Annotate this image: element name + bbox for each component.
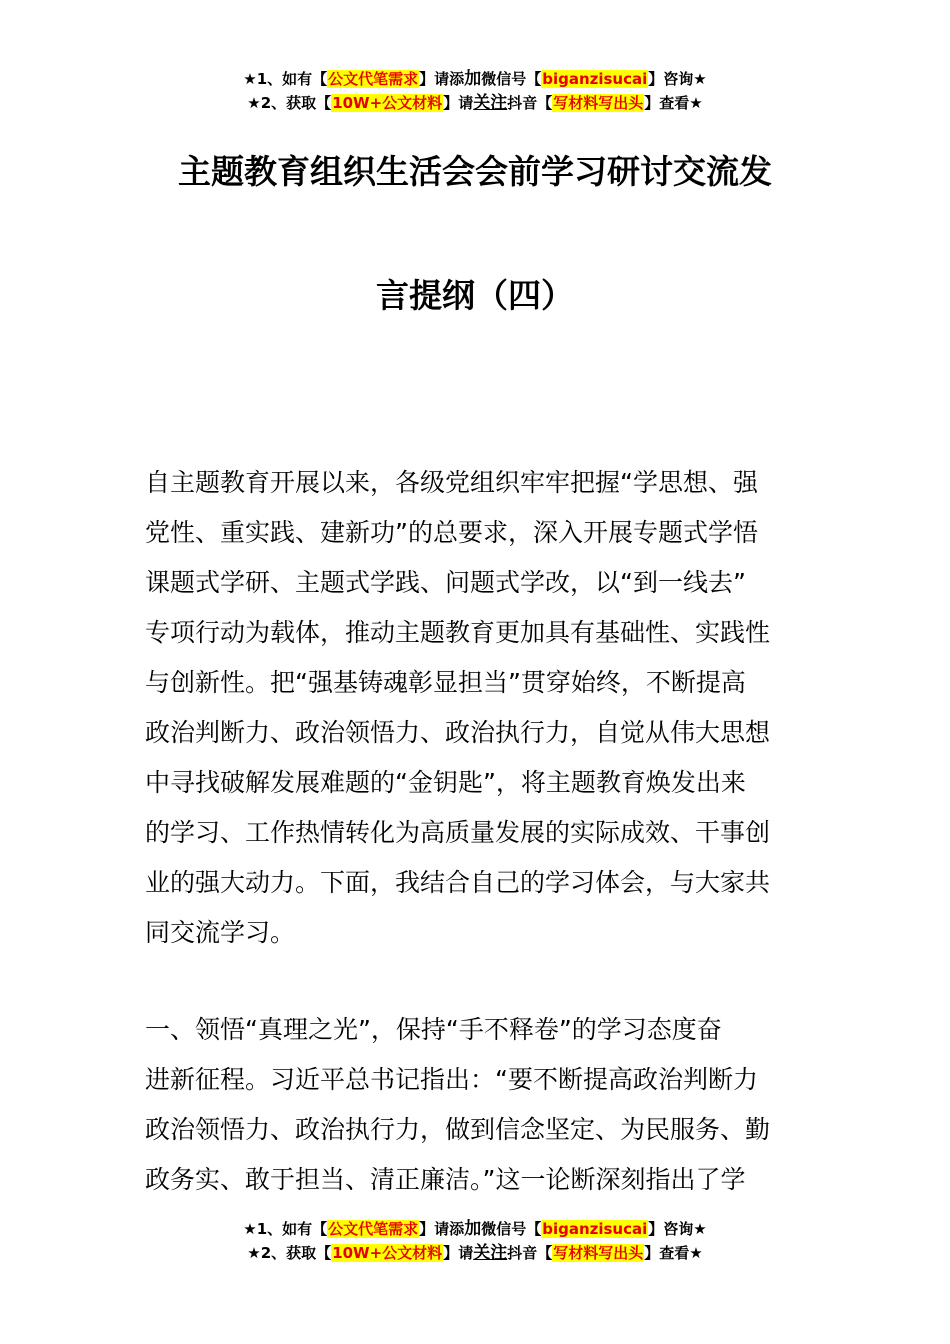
text-line: 的学习、工作热情转化为高质量发展的实际成效、干事创 bbox=[145, 818, 771, 847]
banner-highlight: 10W+公文材料 bbox=[332, 1244, 443, 1262]
text-line: 自主题教育开展以来，各级党组织牢牢把握“学思想、强 bbox=[145, 468, 758, 497]
footer-banner bbox=[0, 1217, 950, 1265]
text-line: 业的强大动力。下面，我结合自己的学习体会，与大家共 bbox=[145, 868, 771, 897]
text-line: 与创新性。把“强基铸魂彰显担当”贯穿始终，不断提高 bbox=[145, 668, 746, 697]
text-line: 同交流学习。 bbox=[145, 918, 296, 947]
banner-highlight: 公文代笔需求 bbox=[328, 70, 419, 88]
banner-line-1: ★1、如有【公文代笔需求】请添加微信号【biganzisucai】咨询★ bbox=[243, 1219, 707, 1239]
header-banner bbox=[0, 67, 950, 115]
text-line: 政治领悟力、政治执行力，做到信念坚定、为民服务、勤 bbox=[145, 1115, 771, 1144]
document-title-line-1: 主题教育组织生活会会前学习研讨交流发 bbox=[178, 152, 772, 191]
document-title-line-2: 言提纲（四） bbox=[376, 276, 574, 315]
banner-douyin-account: 写材料写出头 bbox=[553, 1244, 644, 1262]
banner-wechat-id: biganzisucai bbox=[542, 70, 648, 88]
banner-highlight: 公文代笔需求 bbox=[328, 1220, 419, 1238]
body-paragraph-2 bbox=[145, 1005, 807, 1205]
text-line: 专项行动为载体，推动主题教育更加具有基础性、实践性 bbox=[145, 618, 771, 647]
banner-line-2: ★2、获取【10W+公文材料】请关注抖音【写材料写出头】查看★ bbox=[247, 1243, 703, 1263]
text-line: 进新征程。习近平总书记指出：“要不断提高政治判断力 bbox=[145, 1065, 758, 1094]
text-line: 政务实、敢于担当、清正廉洁。”这一论断深刻指出了学 bbox=[145, 1165, 746, 1194]
text-line: 中寻找破解发展难题的“金钥匙”，将主题教育焕发出来 bbox=[145, 768, 746, 797]
banner-wechat-id: biganzisucai bbox=[542, 1220, 648, 1238]
banner-line-2: ★2、获取【10W+公文材料】请关注抖音【写材料写出头】查看★ bbox=[247, 93, 703, 113]
banner-douyin-account: 写材料写出头 bbox=[553, 94, 644, 112]
banner-highlight: 10W+公文材料 bbox=[332, 94, 443, 112]
text-line: 一、领悟“真理之光”，保持“手不释卷”的学习态度奋 bbox=[145, 1015, 722, 1044]
banner-line-1: ★1、如有【公文代笔需求】请添加微信号【biganzisucai】咨询★ bbox=[243, 69, 707, 89]
text-line: 政治判断力、政治领悟力、政治执行力，自觉从伟大思想 bbox=[145, 718, 771, 747]
text-line: 课题式学研、主题式学践、问题式学改，以“到一线去” bbox=[145, 568, 746, 597]
text-line: 党性、重实践、建新功”的总要求，深入开展专题式学悟 bbox=[145, 518, 758, 547]
body-paragraph-1 bbox=[145, 458, 807, 958]
